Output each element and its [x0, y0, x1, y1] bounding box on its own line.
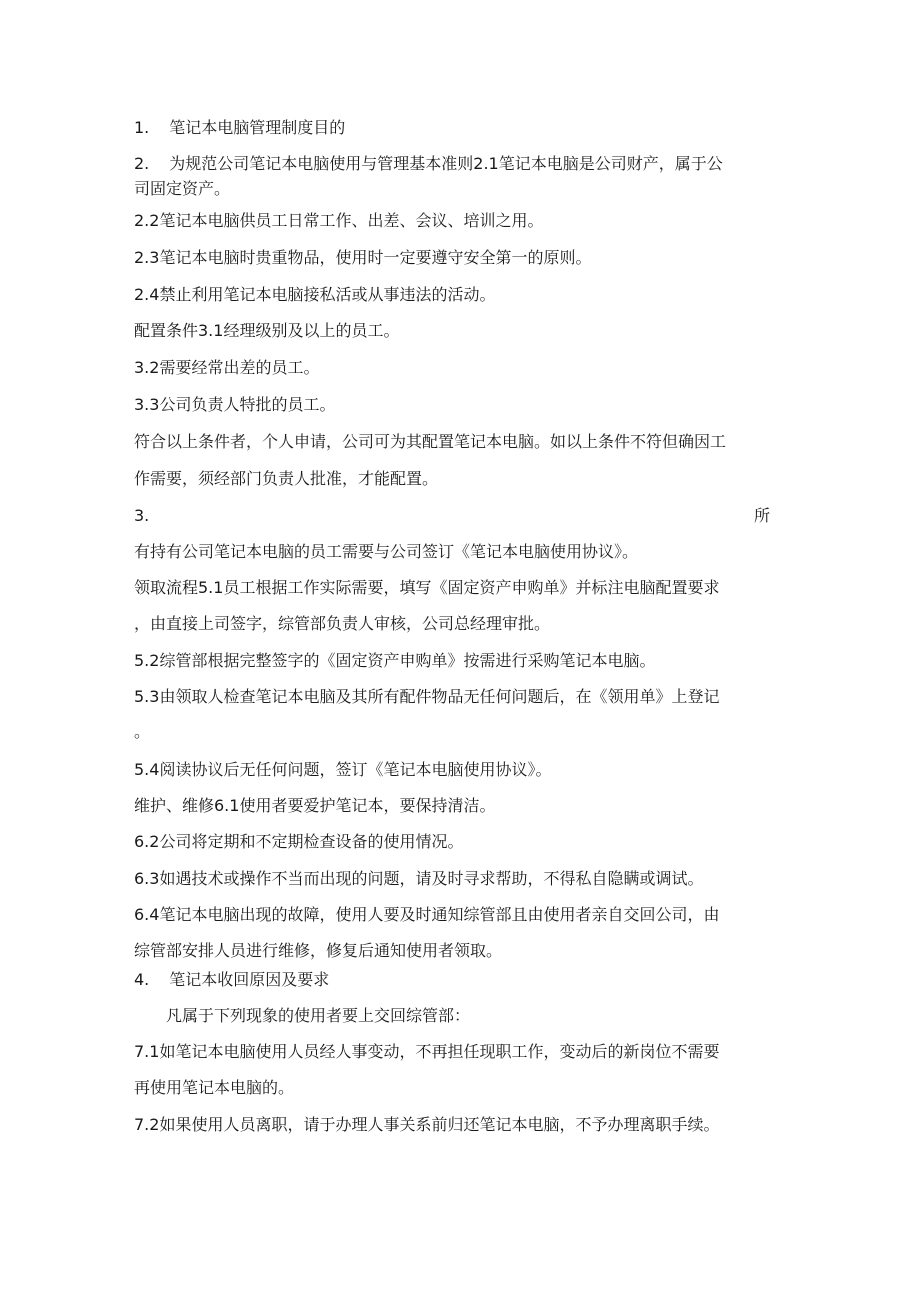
- paragraph-text: 为规范公司笔记本电脑使用与管理基本准则2.1笔记本电脑是公司财产，属于公: [169, 154, 723, 173]
- paragraph-line: 6.4笔记本电脑出现的故障，使用人要及时通知综管部且由使用者亲自交回公司，由: [134, 905, 720, 924]
- justified-line: [134, 506, 770, 526]
- paragraph-line: 3.3公司负责人特批的员工。: [134, 395, 336, 414]
- paragraph-line: 凡属于下列现象的使用者要上交回综管部：: [166, 1006, 471, 1025]
- paragraph-line: 5.4阅读协议后无任何问题，签订《笔记本电脑使用协议》。: [134, 760, 552, 779]
- paragraph-line: 符合以上条件者，个人申请，公司可为其配置笔记本电脑。如以上条件不符但确因工: [134, 432, 727, 451]
- paragraph-line: 5.3由领取人检查笔记本电脑及其所有配件物品无任何问题后，在《领用单》上登记: [134, 687, 720, 706]
- item-number: 3.: [134, 506, 150, 525]
- paragraph-line: 领取流程5.1员工根据工作实际需要，填写《固定资产申购单》并标注电脑配置要求: [134, 578, 720, 597]
- heading-number: 4.: [134, 970, 150, 989]
- paragraph-line: 6.3如遇技术或操作不当而出现的问题，请及时寻求帮助，不得私自隐瞒或调试。: [134, 869, 704, 888]
- paragraph-line: 配置条件3.1经理级别及以上的员工。: [134, 321, 400, 340]
- paragraph-line: 作需要，须经部门负责人批准，才能配置。: [134, 469, 439, 488]
- paragraph-line: 维护、维修6.1使用者要爱护笔记本，要保持清洁。: [134, 796, 496, 815]
- paragraph-line: 有持有公司笔记本电脑的员工需要与公司签订《笔记本电脑使用协议》。: [134, 542, 639, 561]
- paragraph-line: 2.4禁止利用笔记本电脑接私活或从事违法的活动。: [134, 285, 496, 304]
- paragraph-line: 5.2综管部根据完整签字的《固定资产申购单》按需进行采购笔记本电脑。: [134, 651, 656, 670]
- heading-text: 笔记本收回原因及要求: [169, 970, 330, 989]
- paragraph-line: 6.2公司将定期和不定期检查设备的使用情况。: [134, 832, 464, 851]
- heading-1: [134, 118, 770, 138]
- paragraph-line: 3.2需要经常出差的员工。: [134, 358, 320, 377]
- heading-number: 1.: [134, 118, 150, 137]
- heading-4: [134, 970, 770, 990]
- paragraph-line: 综管部安排人员进行维修，修复后通知使用者领取。: [134, 941, 503, 960]
- paragraph-line: 。: [134, 722, 151, 741]
- heading-text: 笔记本电脑管理制度目的: [169, 118, 346, 137]
- line-end-text: 所: [753, 506, 770, 525]
- paragraph-line: 2.2笔记本电脑供员工日常工作、出差、会议、培训之用。: [134, 211, 544, 230]
- paragraph-line: 再使用笔记本电脑的。: [134, 1078, 295, 1097]
- paragraph-line: 7.2如果使用人员离职，请于办理人事关系前归还笔记本电脑，不予办理离职手续。: [134, 1115, 720, 1134]
- paragraph-line: ，由直接上司签字，综管部负责人审核，公司总经理审批。: [134, 614, 551, 633]
- paragraph-line: 7.1如笔记本电脑使用人员经人事变动，不再担任现职工作，变动后的新岗位不需要: [134, 1042, 720, 1061]
- paragraph-2: [134, 154, 770, 174]
- paragraph-line: 2.3笔记本电脑时贵重物品，使用时一定要遵守安全第一的原则。: [134, 248, 592, 267]
- paragraph-line: 司固定资产。: [134, 179, 231, 198]
- item-number: 2.: [134, 154, 150, 173]
